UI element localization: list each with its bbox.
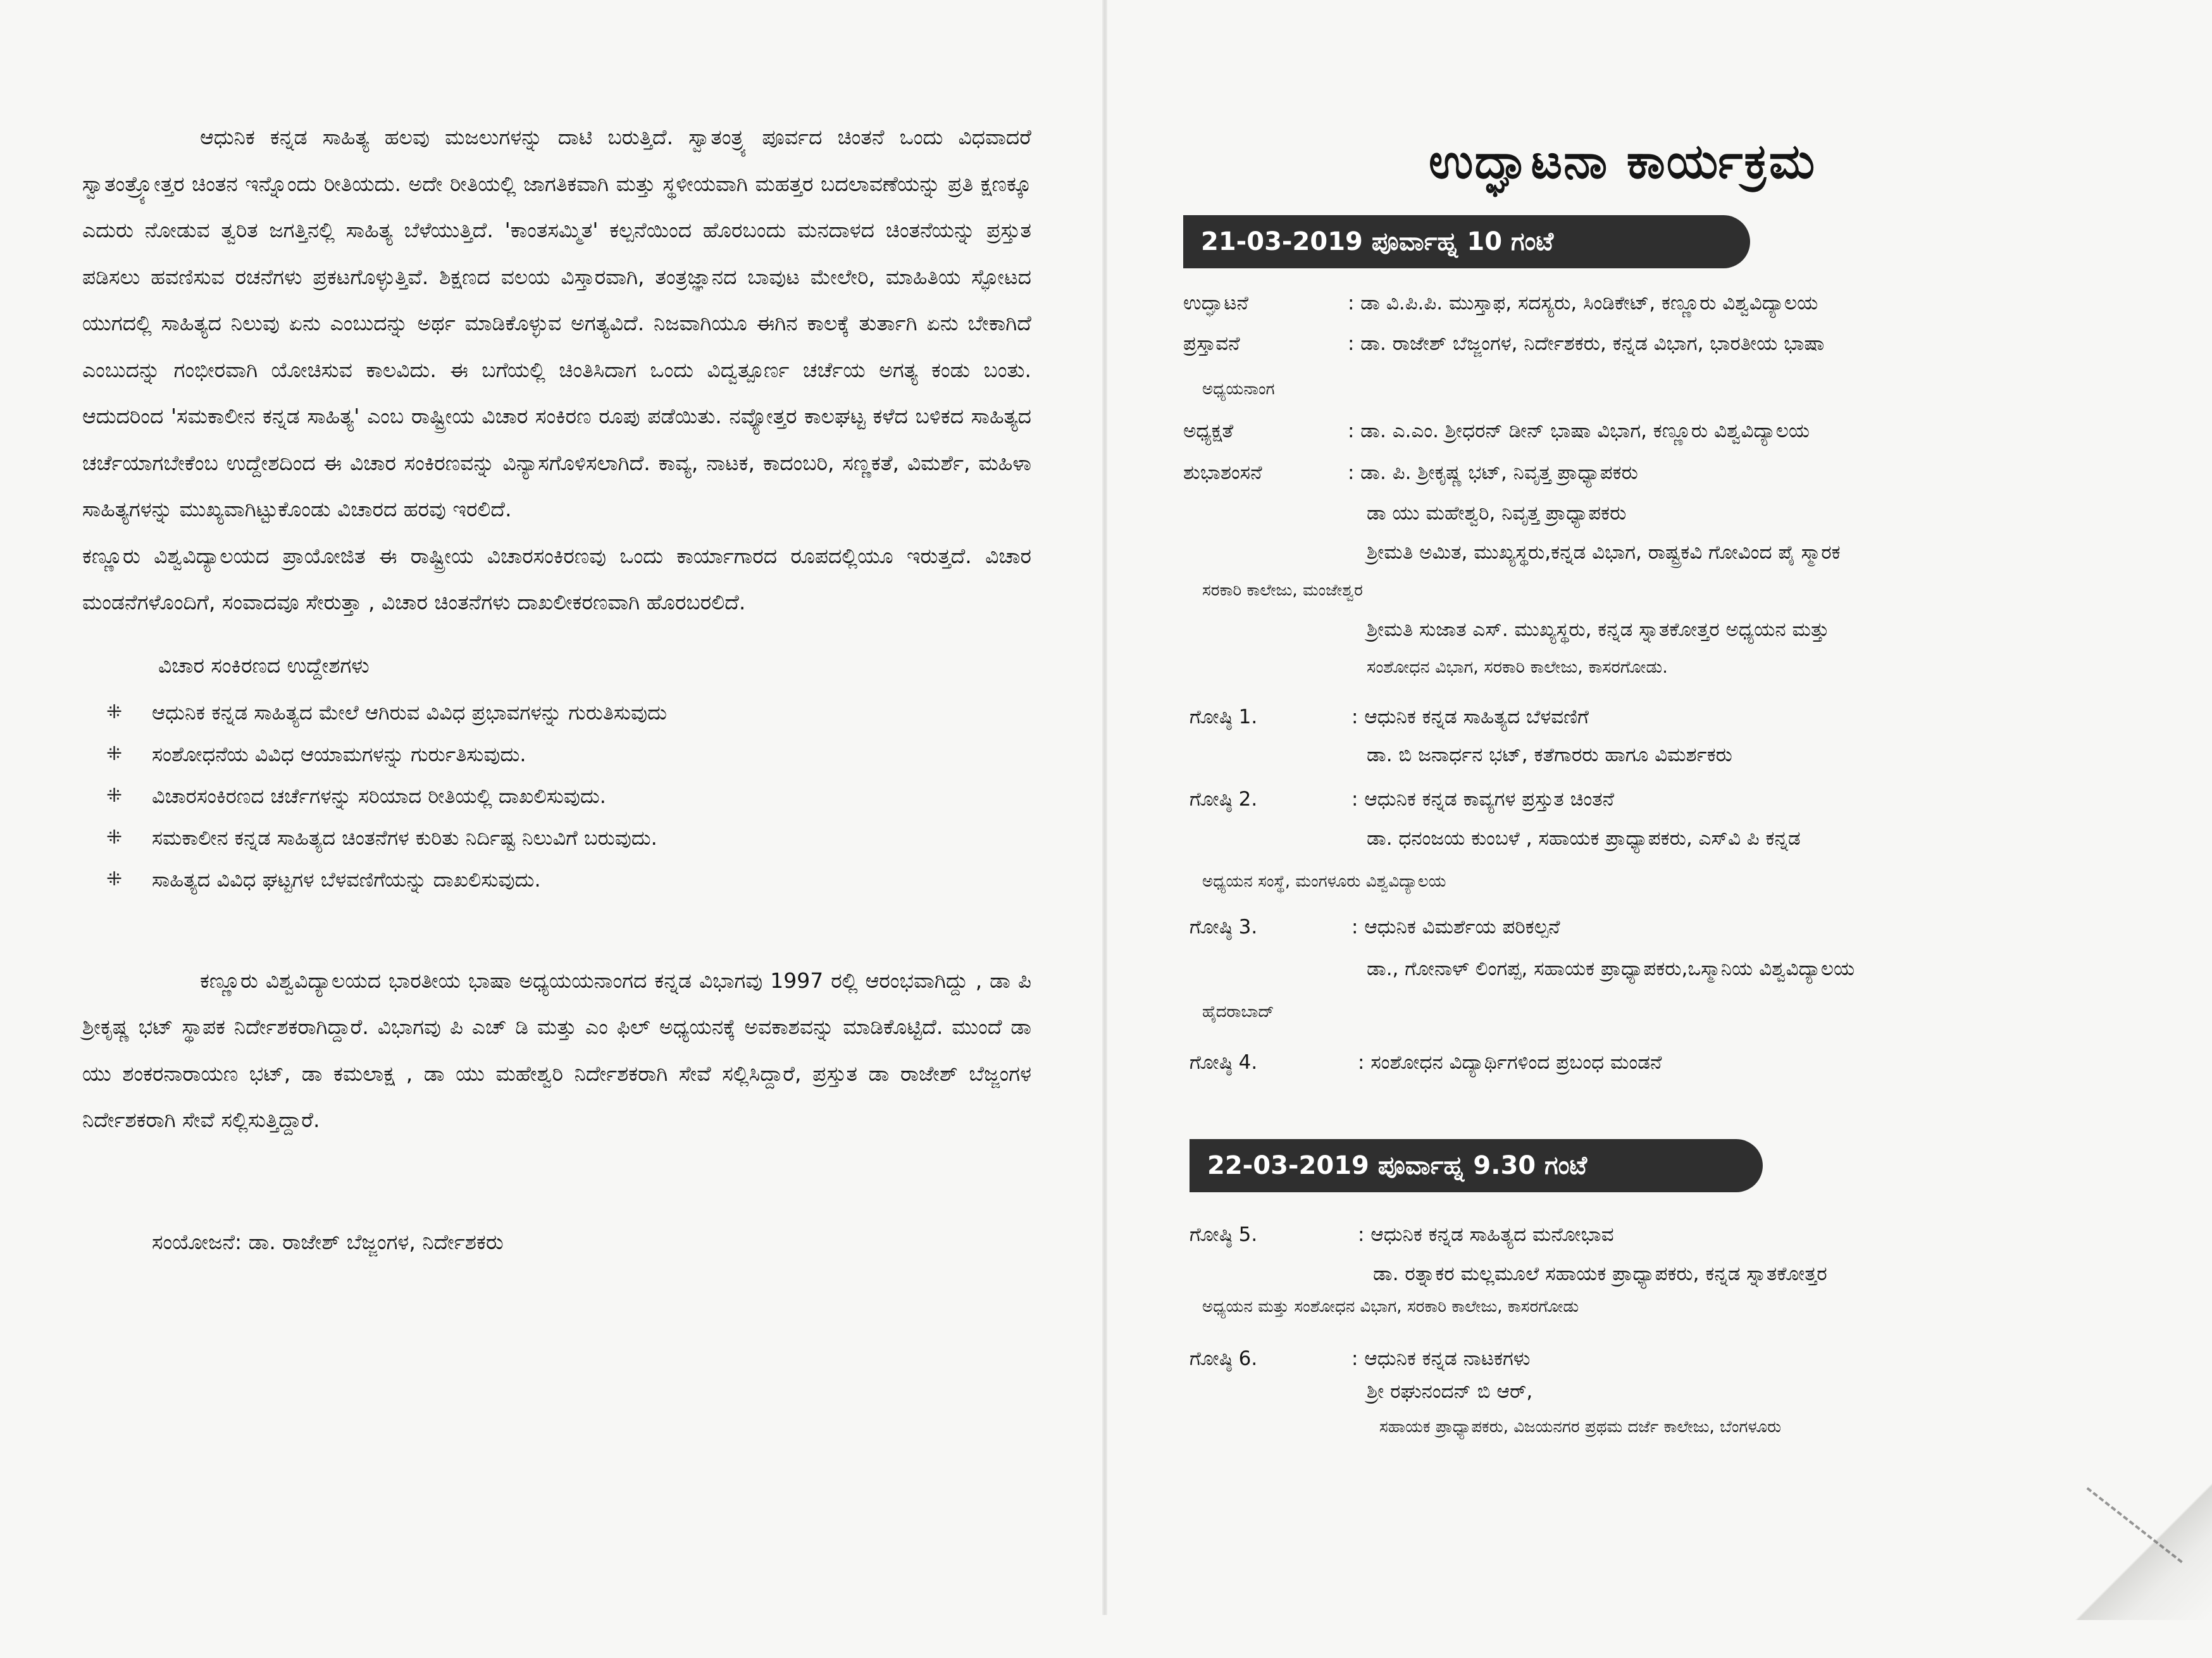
row-continuation: ಅಧ್ಯಯನ ಮತ್ತು ಸಂಶೋಧನ ವಿಭಾಗ, ಸರಕಾರಿ ಕಾಲೇಜು, ಕಾಸರಗೋಡು (1202, 1297, 1579, 1316)
row-value: ಡಾ ಯು ಮಹೇಶ್ವರಿ, ನಿವೃತ್ತ ಪ್ರಾಧ್ಯಾಪಕರು (1367, 502, 1627, 525)
department-paragraph: ಕಣ್ಣೂರು ವಿಶ್ವವಿದ್ಯಾಲಯದ ಭಾರತೀಯ ಭಾಷಾ ಅಧ್ಯಯಯನಾಂಗದ ಕನ್ನಡ ವಿಭಾಗವು 1997 ರಲ್ಲಿ ಆರಂಭವಾಗಿದ್ದು , ಡಾ ಪಿ ಶ್ರೀಕೃಷ್ಣ ಭಟ್ ಸ್ಥಾಪಕ ನಿರ್ದೇಶಕರಾಗಿದ್ದಾರೆ. ವಿಭಾಗವು ಪಿ ಎಚ್ ಡಿ ಮತ್ತು ಎಂ ಫಿಲ್ ಅಧ್ಯಯನಕ್ಕೆ ಅವಕಾಶವನ್ನು ಮಾಡಿಕೊಟ್ಟಿದೆ. ಮುಂದೆ ಡಾ ಯು ಶಂಕರನಾರಾಯಣ ಭಟ್, ಡಾ ಕಮಲಾಕ್ಷ , ಡಾ ಯು ಮಹೇಶ್ವರಿ ನಿರ್ದೇಶಕರಾಗಿ ಸೇವೆ ಸಲ್ಲಿಸಿದ್ದಾರೆ, ಪ್ರಸ್ತುತ ಡಾ ರಾಜೇಶ್ ಬೆಜ್ಜಂಗಳ ನಿರ್ದೇಶಕರಾಗಿ ಸೇವೆ ಸಲ್ಲಿಸುತ್ತಿದ್ದಾರೆ. (82, 968, 1031, 1132)
intro-paragraph: ಆಧುನಿಕ ಕನ್ನಡ ಸಾಹಿತ್ಯ ಹಲವು ಮಜಲುಗಳನ್ನು ದಾಟಿ ಬರುತ್ತಿದೆ. ಸ್ವಾತಂತ್ರ್ಯ ಪೂರ್ವದ ಚಿಂತನೆ ಒಂದು ವಿಧವಾದರೆ ಸ್ವಾತಂತ್ರ್ಯೋತ್ತರ ಚಿಂತನ ಇನ್ನೊಂದು ರೀತಿಯದು. ಅದೇ ರೀತಿಯಲ್ಲಿ ಜಾಗತಿಕವಾಗಿ ಮತ್ತು ಸ್ಥಳೀಯವಾಗಿ ಮಹತ್ತರ ಬದಲಾವಣೆಯನ್ನು ಪ್ರತಿ ಕ್ಷಣಕ್ಕೂ ಎದುರು ನೋಡುವ ತ್ವರಿತ ಜಗತ್ತಿನಲ್ಲಿ ಸಾಹಿತ್ಯ ಬೆಳೆಯುತ್ತಿದೆ. 'ಕಾಂತಸಮ್ಮಿತ' ಕಲ್ಪನೆಯಿಂದ ಹೊರಬಂದು ಮನದಾಳದ ಚಿಂತನೆಯನ್ನು ಪ್ರಸ್ತುತ ಪಡಿಸಲು ಹವಣಿಸುವ ರಚನೆಗಳು ಪ್ರಕಟಗೊಳ್ಳುತ್ತಿವೆ. ಶಿಕ್ಷಣದ ವಲಯ ವಿಸ್ತಾರವಾಗಿ, ತಂತ್ರಜ್ಞಾನದ ಬಾವುಟ ಮೇಲೇರಿ, ಮಾಹಿತಿಯ ಸ್ಫೋಟದ ಯುಗದಲ್ಲಿ ಸಾಹಿತ್ಯದ ನಿಲುವು ಏನು ಎಂಬುದನ್ನು ಅರ್ಥ ಮಾಡಿಕೊಳ್ಳುವ ಅಗತ್ಯವಿದೆ. ನಿಜವಾಗಿಯೂ ಈಗಿನ ಕಾಲಕ್ಕೆ ತುರ್ತಾಗಿ ಏನು ಬೇಕಾಗಿದೆ ಎಂಬುದನ್ನು ಗಂಭೀರವಾಗಿ ಯೋಚಿಸುವ ಕಾಲವಿದು. ಈ ಬಗೆಯಲ್ಲಿ ಚಿಂತಿಸಿದಾಗ ಒಂದು ವಿದ್ವತ್ಪೂರ್ಣ ಚರ್ಚೆಯ ಅಗತ್ಯ ಕಂಡು ಬಂತು. ಆದುದರಿಂದ 'ಸಮಕಾಲೀನ ಕನ್ನಡ ಸಾಹಿತ್ಯ' ಎಂಬ ರಾಷ್ಟ್ರೀಯ ವಿಚಾರ ಸಂಕಿರಣ ರೂಪು ಪಡೆಯಿತು. ನವ್ಯೋತ್ತರ ಕಾಲಘಟ್ಟ ಕಳೆದ ಬಳಿಕದ ಸಾಹಿತ್ಯದ ಚರ್ಚೆಯಾಗಬೇಕೆಂಬ ಉದ್ದೇಶದಿಂದ ಈ ವಿಚಾರ ಸಂಕಿರಣವನ್ನು ವಿನ್ಯಾಸಗೊಳಿಸಲಾಗಿದೆ. ಕಾವ್ಯ, ನಾಟಕ, ಕಾದಂಬರಿ, ಸಣ್ಣಕತೆ, ವಿಮರ್ಶೆ, ಮಹಿಳಾ ಸಾಹಿತ್ಯಗಳನ್ನು ಮುಖ್ಯವಾಗಿಟ್ಟುಕೊಂಡು ವಿಚಾರದ ಹರವು ಇರಲಿದೆ. (82, 125, 1031, 521)
objective-item (82, 859, 1031, 901)
row-continuation: ಸಹಾಯಕ ಪ್ರಾಧ್ಯಾಪಕರು, ವಿಜಯನಗರ ಪ್ರಥಮ ದರ್ಜೆ ಕಾಲೇಜು, ಬೆಂಗಳೂರು (1379, 1418, 1782, 1437)
day1-date-banner: 21-03-2019 ಪೂರ್ವಾಹ್ನ 10 ಗಂಟೆ (1183, 215, 1750, 268)
objective-text: ವಿಚಾರಸಂಕಿರಣದ ಚರ್ಚೆಗಳನ್ನು ಸರಿಯಾದ ರೀತಿಯಲ್ಲಿ ದಾಖಲಿಸುವುದು. (152, 783, 606, 808)
session-topic: : ಆಧುನಿಕ ಕನ್ನಡ ಸಾಹಿತ್ಯದ ಮನೋಭಾವ (1358, 1223, 1614, 1246)
coordinator-line: ಸಂಯೋಜನೆ: ಡಾ. ರಾಜೇಶ್ ಬೆಜ್ಜಂಗಳ, ನಿರ್ದೇಶಕರು (152, 1229, 504, 1254)
row-value: ಶ್ರೀಮತಿ ಅಮಿತ, ಮುಖ್ಯಸ್ಥರು,ಕನ್ನಡ ವಿಭಾಗ, ರಾಷ್ಟ್ರಕವಿ ಗೋವಿಂದ ಪೈ ಸ್ಮಾರಕ (1367, 541, 1841, 564)
session-topic: : ಆಧುನಿಕ ವಿಮರ್ಶೆಯ ಪರಿಕಲ್ಪನೆ (1351, 916, 1560, 938)
day2-date-banner: 22-03-2019 ಪೂರ್ವಾಹ್ನ 9.30 ಗಂಟೆ (1190, 1139, 1763, 1192)
row-value: ಡಾ. ಬಿ ಜನಾರ್ಧನ ಭಟ್, ಕತೆಗಾರರು ಹಾಗೂ ವಿಮರ್ಶಕರು (1367, 744, 1732, 766)
row-continuation: ಸರಕಾರಿ ಕಾಲೇಜು, ಮಂಜೇಶ್ವರ (1202, 581, 1363, 600)
page-fold (1102, 0, 1107, 1615)
row-value: ಶ್ರೀ ರಘುನಂದನ್ ಬಿ ಆರ್, (1367, 1380, 1533, 1403)
objective-item (82, 817, 1031, 859)
bullet-icon: ⁜ (106, 701, 123, 723)
session-label: ಗೋಷ್ಠಿ 3. (1190, 916, 1258, 938)
seminar-paragraph: ಕಣ್ಣೂರು ವಿಶ್ವವಿದ್ಯಾಲಯದ ಪ್ರಾಯೋಜಿತ ಈ ರಾಷ್ಟ್ರೀಯ ವಿಚಾರಸಂಕಿರಣವು ಒಂದು ಕಾರ್ಯಾಗಾರದ ರೂಪದಲ್ಲಿಯೂ ಇರುತ್ತದೆ. ವಿಚಾರ ಮಂಡನೆಗಳೊಂದಿಗೆ, ಸಂವಾದವೂ ಸೇರುತ್ತಾ , ವಿಚಾರ ಚಿಂತನೆಗಳು ದಾಖಲೀಕರಣವಾಗಿ ಹೊರಬರಲಿದೆ. (82, 543, 1031, 614)
bullet-icon: ⁜ (106, 868, 123, 890)
objectives-list (82, 692, 1031, 901)
row-value: ಡಾ., ಗೋನಾಳ್ ಲಿಂಗಪ್ಪ, ಸಹಾಯಕ ಪ್ರಾಧ್ಯಾಪಕರು,ಒಸ್ಮಾನಿಯ ವಿಶ್ವವಿದ್ಯಾಲಯ (1367, 957, 1855, 980)
session-topic: : ಆಧುನಿಕ ಕನ್ನಡ ಕಾವ್ಯಗಳ ಪ್ರಸ್ತುತ ಚಿಂತನೆ (1351, 788, 1615, 811)
session-label: ಗೋಷ್ಠಿ 6. (1190, 1347, 1258, 1370)
row-continuation: ಅಧ್ಯಯನ ಸಂಸ್ಥೆ, ಮಂಗಳೂರು ವಿಶ್ವವಿದ್ಯಾಲಯ (1202, 872, 1446, 891)
row-continuation: ಹೈದರಾಬಾದ್ (1202, 1002, 1274, 1021)
left-page (82, 114, 1031, 1255)
row-label: ಶುಭಾಶಂಸನೆ (1183, 461, 1262, 484)
row-continuation: ಅಧ್ಯಯನಾಂಗ (1202, 380, 1275, 399)
row-value: ಡಾ. ರತ್ನಾಕರ ಮಲ್ಲಮೂಲೆ ಸಹಾಯಕ ಪ್ರಾಧ್ಯಾಪಕರು, ಕನ್ನಡ ಸ್ನಾತಕೋತ್ತರ (1373, 1262, 1827, 1285)
row-value: : ಡಾ. ಎ.ಎಂ. ಶ್ರೀಧರನ್ ಡೀನ್ ಭಾಷಾ ವಿಭಾಗ, ಕಣ್ಣೂರು ವಿಶ್ವವಿದ್ಯಾಲಯ (1348, 420, 1810, 442)
bullet-icon: ⁜ (106, 784, 123, 807)
session-label: ಗೋಷ್ಠಿ 4. (1190, 1051, 1258, 1074)
session-topic: : ಆಧುನಿಕ ಕನ್ನಡ ಸಾಹಿತ್ಯದ ಬೆಳವಣಿಗೆ (1351, 706, 1589, 728)
session-label: ಗೋಷ್ಠಿ 5. (1190, 1223, 1258, 1246)
row-value: ಶ್ರೀಮತಿ ಸುಜಾತ ಎಸ್. ಮುಖ್ಯಸ್ಥರು, ಕನ್ನಡ ಸ್ನಾತಕೋತ್ತರ ಅಧ್ಯಯನ ಮತ್ತು (1367, 618, 1829, 641)
objective-text: ಸಂಶೋಧನೆಯ ವಿವಿಧ ಆಯಾಮಗಳನ್ನು ಗುರ್ರುತಿಸುವುದು. (152, 742, 526, 766)
session-topic: : ಆಧುನಿಕ ಕನ್ನಡ ನಾಟಕಗಳು (1351, 1347, 1531, 1370)
session-label: ಗೋಷ್ಠಿ 1. (1190, 706, 1258, 728)
row-value: ಡಾ. ಧನಂಜಯ ಕುಂಬಳೆ , ಸಹಾಯಕ ಪ್ರಾಧ್ಯಾಪಕರು, ಎಸ್‌ವಿ ಪಿ ಕನ್ನಡ (1367, 827, 1801, 850)
objectives-heading: ವಿಚಾರ ಸಂಕಿರಣದ ಉದ್ದೇಶಗಳು (158, 652, 370, 678)
objective-item (82, 692, 1031, 733)
row-label: ಪ್ರಸ್ತಾವನೆ (1183, 332, 1240, 355)
bullet-icon: ⁜ (106, 826, 123, 849)
objective-item (82, 733, 1031, 775)
objective-text: ಆಧುನಿಕ ಕನ್ನಡ ಸಾಹಿತ್ಯದ ಮೇಲೆ ಆಗಿರುವ ವಿವಿಧ ಪ್ರಭಾವಗಳನ್ನು ಗುರುತಿಸುವುದು (152, 700, 667, 725)
row-label: ಉದ್ಘಾಟನೆ (1183, 292, 1248, 315)
objective-text: ಸಮಕಾಲೀನ ಕನ್ನಡ ಸಾಹಿತ್ಯದ ಚಿಂತನೆಗಳ ಕುರಿತು ನಿರ್ದಿಷ್ಟ ನಿಲುವಿಗೆ ಬರುವುದು. (152, 825, 657, 850)
objective-item (82, 775, 1031, 817)
row-value: : ಡಾ. ರಾಜೇಶ್ ಬೆಜ್ಜಂಗಳ, ನಿರ್ದೇಶಕರು, ಕನ್ನಡ ವಿಭಾಗ, ಭಾರತೀಯ ಭಾಷಾ (1348, 332, 1825, 355)
row-value: : ಡಾ ವಿ.ಪಿ.ಪಿ. ಮುಸ್ತಾಫ, ಸದಸ್ಯರು, ಸಿಂಡಿಕೇಟ್, ಕಣ್ಣೂರು ವಿಶ್ವವಿದ್ಯಾಲಯ (1348, 292, 1818, 315)
session-label: ಗೋಷ್ಠಿ 2. (1190, 788, 1258, 811)
bullet-icon: ⁜ (106, 742, 123, 765)
row-label: ಅಧ್ಯಕ್ಷತೆ (1183, 420, 1234, 442)
program-title: ಉದ್ಘಾಟನಾ ಕಾರ್ಯಕ್ರಮ (1429, 133, 1817, 189)
row-value: ಸಂಶೋಧನ ವಿಭಾಗ, ಸರಕಾರಿ ಕಾಲೇಜು, ಕಾಸರಗೋಡು. (1367, 658, 1668, 677)
row-value: : ಡಾ. ಪಿ. ಶ್ರೀಕೃಷ್ಣ ಭಟ್, ನಿವೃತ್ತ ಪ್ರಾಧ್ಯಾಪಕರು (1348, 461, 1638, 484)
objective-text: ಸಾಹಿತ್ಯದ ವಿವಿಧ ಘಟ್ಟಗಳ ಬೆಳವಣಿಗೆಯನ್ನು ದಾಖಲಿಸುವುದು. (152, 867, 541, 892)
session-topic: : ಸಂಶೋಧನ ವಿದ್ಯಾರ್ಥಿಗಳಿಂದ ಪ್ರಬಂಧ ಮಂಡನೆ (1358, 1051, 1662, 1074)
